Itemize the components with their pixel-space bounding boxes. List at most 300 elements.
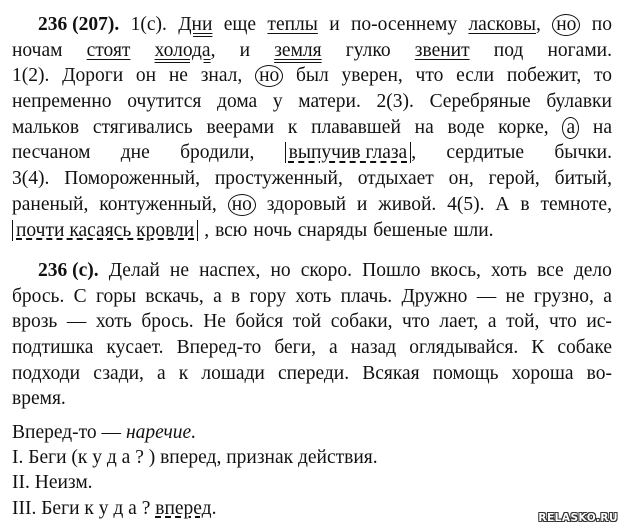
word — [12, 192, 88, 218]
word — [546, 89, 612, 115]
word-text: Дороги — [62, 65, 124, 87]
word-text: горы — [95, 285, 137, 307]
word — [488, 309, 497, 335]
text-line — [12, 192, 612, 218]
word — [288, 115, 297, 141]
word-text: стягивались — [92, 116, 193, 138]
word-text: бешеные — [373, 219, 448, 241]
word-analysis — [12, 420, 612, 521]
word — [270, 258, 290, 284]
word — [433, 361, 499, 387]
word — [141, 309, 193, 335]
word — [201, 63, 243, 89]
word-text: на — [414, 116, 434, 138]
word — [453, 218, 493, 244]
word — [12, 38, 62, 64]
word — [179, 361, 188, 387]
word — [96, 284, 136, 310]
word — [12, 386, 66, 412]
word — [201, 361, 265, 387]
word — [127, 89, 201, 115]
word-text: под — [493, 39, 524, 61]
word-text: мальков — [12, 116, 80, 138]
word — [494, 38, 524, 64]
analysis-line-1 — [12, 420, 612, 445]
word — [351, 12, 457, 38]
word-text: помощь — [432, 362, 499, 384]
word-text: подходи — [12, 362, 81, 384]
word-text: он — [135, 65, 157, 87]
word — [416, 63, 444, 89]
circled-conjunction — [228, 192, 256, 218]
word-text: отдыхает — [357, 168, 434, 190]
word-text: оглядывайся. — [409, 337, 519, 359]
comma: , — [411, 142, 417, 164]
word-text: бычки. — [554, 142, 612, 164]
word — [507, 63, 581, 89]
word-text: что — [415, 65, 444, 87]
word — [498, 115, 549, 141]
word — [177, 335, 262, 361]
word — [520, 192, 529, 218]
word — [592, 12, 612, 38]
circled-conjunction — [562, 115, 579, 141]
word-text: беги, — [274, 337, 316, 359]
text-line — [12, 361, 612, 387]
word — [157, 361, 166, 387]
exercise-number: 236 (207). — [38, 14, 120, 35]
word-text: гору — [249, 285, 287, 307]
word — [341, 284, 393, 310]
word-text: Серебряные — [429, 91, 531, 113]
word — [495, 192, 509, 218]
word-text: собаке — [557, 337, 612, 359]
word-text: врозь — [12, 311, 58, 333]
word — [311, 115, 401, 141]
word-text: хоть — [491, 260, 527, 281]
word-text: еще — [223, 14, 257, 35]
word-text: что — [402, 311, 430, 333]
word-text: хоть — [295, 285, 332, 307]
word — [537, 258, 564, 284]
word-text: битый, — [554, 168, 612, 190]
word — [431, 258, 481, 284]
word-text: веерами — [206, 116, 275, 138]
analysis-word: Вперед-то — — [12, 422, 126, 443]
word-text: С — [73, 285, 87, 307]
word — [215, 166, 343, 192]
subject-text: земля — [274, 39, 322, 61]
word — [491, 258, 527, 284]
word — [439, 309, 478, 335]
word-text: и — [239, 39, 251, 61]
word-text: назад — [350, 337, 397, 359]
circled-conjunction — [552, 12, 580, 38]
word-text: скоро. — [300, 260, 352, 281]
word — [273, 89, 283, 115]
word-text: наспех, — [199, 260, 261, 281]
word — [199, 258, 260, 284]
word — [12, 89, 112, 115]
word-text: не — [505, 285, 525, 307]
word-text: песчаном — [12, 142, 91, 164]
word — [512, 361, 574, 387]
word-text: бойся — [235, 311, 284, 333]
analysis-line-2: I. Беги (к у д а ? ) вперед, признак действия. — [12, 447, 378, 469]
word — [93, 115, 193, 141]
analysis-part-of-speech: наречие. — [125, 422, 197, 443]
word-text: то — [593, 65, 612, 87]
word — [62, 63, 123, 89]
exercise-number: 236 (с). — [38, 260, 99, 281]
word-text: и — [329, 14, 340, 35]
word — [506, 284, 525, 310]
word-text: той — [292, 311, 322, 333]
word — [534, 284, 594, 310]
word-text: очутится — [127, 91, 202, 113]
exercise-label — [38, 12, 119, 38]
text-line — [12, 166, 612, 192]
word — [603, 284, 612, 310]
subject-text: Дни — [178, 14, 213, 35]
analysis-line-4-suffix: . — [211, 497, 217, 519]
word-text: к — [287, 116, 298, 138]
word — [430, 89, 531, 115]
word-text: брось. — [141, 311, 194, 333]
word — [74, 284, 87, 310]
word — [362, 258, 420, 284]
word-text: Пошло — [362, 260, 421, 281]
word — [555, 166, 612, 192]
word — [548, 38, 613, 64]
word-text: а — [487, 311, 497, 333]
word-text: 3(4). — [12, 168, 50, 190]
word-text: у — [272, 91, 283, 113]
word-text: А — [495, 193, 510, 215]
exercise-236-c — [12, 258, 612, 412]
word — [378, 192, 436, 218]
word-text: брось. — [12, 285, 65, 307]
word-text: Делай — [108, 260, 160, 281]
word — [540, 192, 612, 218]
word — [217, 89, 257, 115]
word-text: здоровый — [266, 193, 347, 215]
phrase-text: почти касаясь кровли — [16, 219, 195, 241]
underlined-predicate — [468, 12, 540, 38]
word — [121, 140, 150, 166]
word — [109, 258, 160, 284]
exercise-236-207 — [12, 12, 612, 243]
word — [169, 63, 188, 89]
text-line — [12, 258, 612, 284]
predicate-text: стоят — [86, 39, 131, 61]
word-text: Дружно — [401, 285, 468, 307]
word — [587, 361, 612, 387]
word-text: лает, — [439, 311, 479, 333]
word — [329, 12, 339, 38]
word — [301, 258, 352, 284]
text-line — [12, 140, 612, 166]
word — [377, 89, 414, 115]
word-text: герой, — [488, 168, 540, 190]
word-text: раненый, — [12, 193, 89, 215]
word-text: булавки — [546, 91, 612, 113]
word-text: сзади, — [93, 362, 144, 384]
word-text: был — [296, 65, 329, 87]
word — [554, 140, 612, 166]
text-line — [12, 335, 612, 361]
word — [203, 309, 226, 335]
word-text: кусает. — [106, 337, 164, 359]
word-text: лошади — [201, 362, 265, 384]
word — [12, 361, 80, 387]
word — [449, 166, 474, 192]
word — [12, 284, 64, 310]
comma: , — [204, 219, 210, 241]
word-text: а — [157, 362, 166, 384]
word — [96, 309, 132, 335]
word-text: он, — [448, 168, 474, 190]
word-text: ис- — [586, 311, 612, 333]
participial-phrase — [285, 140, 416, 166]
word — [12, 309, 57, 335]
predicate-text: ласковы — [468, 14, 537, 35]
word — [357, 192, 367, 218]
word-text: Вперед-то — [176, 337, 262, 359]
comma: , — [536, 14, 541, 35]
text-line — [12, 12, 612, 38]
conjunction-circle: но — [552, 14, 580, 36]
underlined-predicate — [87, 38, 131, 64]
word — [489, 166, 540, 192]
word-text: спереди. — [277, 362, 350, 384]
word-text: всю — [215, 219, 248, 241]
word — [342, 63, 403, 89]
word — [106, 335, 163, 361]
word-text: сердитые — [446, 142, 525, 164]
analysis-line-4 — [12, 496, 612, 521]
analysis-line-3: II. Неизм. — [12, 472, 93, 494]
word-text: а — [603, 285, 612, 307]
word-text: корке, — [498, 116, 549, 138]
word — [295, 284, 331, 310]
underlined-predicate — [267, 12, 317, 38]
word — [93, 361, 144, 387]
word — [180, 140, 254, 166]
word — [12, 166, 49, 192]
word — [12, 140, 90, 166]
word-text: на — [592, 116, 612, 138]
word-text: ночь — [253, 219, 292, 241]
underlined-subject — [155, 38, 216, 64]
word — [329, 335, 338, 361]
word-text: дне — [120, 142, 150, 164]
word-text: Помороженный, — [64, 168, 200, 190]
text-line — [12, 309, 612, 335]
word — [235, 309, 283, 335]
word — [215, 218, 247, 244]
word — [456, 63, 494, 89]
word-text: ночам — [12, 39, 63, 61]
word-text: не — [168, 65, 188, 87]
word-text: вскачь, — [145, 285, 204, 307]
word — [447, 192, 484, 218]
word-text: простуженный, — [214, 168, 343, 190]
word — [298, 89, 361, 115]
word-text: темноте, — [540, 193, 612, 215]
word-text: воде — [447, 116, 485, 138]
word-text: 2(3). — [376, 91, 414, 113]
analysis-underlined-word: вперед — [155, 497, 212, 519]
conjunction-circle: а — [562, 117, 579, 139]
word — [12, 63, 49, 89]
word — [346, 38, 391, 64]
word-text: снаряды — [297, 219, 368, 241]
word-text: а — [213, 285, 222, 307]
word — [267, 192, 346, 218]
word-text: что — [548, 311, 577, 333]
text-line — [12, 115, 612, 141]
word-text: подтишка — [12, 337, 94, 359]
word — [402, 309, 430, 335]
word — [145, 284, 203, 310]
phrase-bracket — [12, 220, 198, 241]
word — [351, 335, 396, 361]
circled-conjunction — [255, 63, 283, 89]
text-line — [12, 63, 612, 89]
word-text: дома — [217, 91, 258, 113]
word-text: плачь. — [340, 285, 393, 307]
word-text: хоть — [95, 311, 132, 333]
word — [557, 335, 612, 361]
word — [99, 192, 217, 218]
word-text: а — [329, 337, 338, 359]
word-text: 4(5). — [447, 193, 485, 215]
predicate-text: звенит — [414, 39, 470, 61]
word-text: не — [169, 260, 189, 281]
word-text: Не — [203, 311, 226, 333]
word-text: если — [456, 65, 495, 87]
word-text: дело — [573, 260, 612, 281]
word — [136, 63, 156, 89]
word — [224, 12, 256, 38]
word-text: побежит, — [506, 65, 582, 87]
word — [409, 335, 518, 361]
word-text: — — [476, 285, 497, 307]
phrase-text: выпучив глаза — [288, 142, 408, 164]
word-text: по-осеннему — [351, 14, 458, 35]
word — [213, 284, 222, 310]
phrase-bracket — [285, 142, 412, 163]
word — [64, 166, 200, 192]
word-text: хороша — [511, 362, 574, 384]
word-text: шли. — [453, 219, 494, 241]
word — [274, 335, 316, 361]
comma: , — [210, 39, 216, 61]
word — [448, 115, 485, 141]
word — [253, 218, 291, 244]
word-text: но — [270, 260, 291, 281]
word — [250, 284, 287, 310]
word — [131, 12, 167, 38]
word-text: непременно — [12, 91, 112, 113]
word-text: грузно, — [533, 285, 594, 307]
word-text: ногами. — [547, 39, 612, 61]
underlined-subject — [274, 38, 321, 64]
word — [12, 115, 79, 141]
word — [207, 115, 275, 141]
word-text: гулко — [345, 39, 391, 61]
predicate-text: теплы — [267, 14, 318, 35]
conjunction-circle: но — [255, 65, 283, 87]
word-text: уверен, — [341, 65, 403, 87]
text-line — [12, 218, 612, 244]
underlined-subject — [178, 12, 212, 38]
conjunction-circle: но — [228, 194, 256, 216]
word — [593, 115, 612, 141]
word-text: 1(2). — [12, 65, 50, 87]
word — [477, 284, 497, 310]
word — [506, 309, 539, 335]
subject-text: холода — [154, 39, 211, 61]
word-text: во- — [586, 362, 612, 384]
word — [240, 38, 250, 64]
word — [67, 309, 87, 335]
word — [231, 284, 240, 310]
word — [293, 309, 321, 335]
word — [331, 309, 393, 335]
word — [362, 361, 419, 387]
word — [594, 63, 612, 89]
word — [401, 284, 467, 310]
word — [446, 140, 524, 166]
word-text: к — [178, 362, 189, 384]
word — [574, 258, 612, 284]
analysis-line-4-prefix: III. Беги к у д а ? — [12, 497, 156, 519]
exercise-label — [38, 258, 99, 284]
word-text: живой. — [378, 193, 437, 215]
word-text: бродили, — [180, 142, 255, 164]
word-text: К — [531, 337, 545, 359]
word — [12, 335, 93, 361]
text-line — [12, 89, 612, 115]
word-text: в — [231, 285, 241, 307]
word — [373, 218, 447, 244]
word-text: 1(с). — [130, 14, 167, 35]
word-text: и — [356, 193, 368, 215]
word — [170, 258, 189, 284]
word-text: по — [591, 14, 612, 35]
word — [415, 115, 434, 141]
word-text: Всякая — [362, 362, 420, 384]
word-text: вкось, — [430, 260, 481, 281]
text-line — [12, 284, 612, 310]
word — [586, 309, 612, 335]
word-text: время. — [12, 388, 66, 410]
word — [549, 309, 577, 335]
word-text: той, — [506, 311, 540, 333]
text-line — [12, 386, 612, 412]
word — [296, 63, 329, 89]
word-text: все — [537, 260, 564, 281]
word-text: собаки, — [330, 311, 393, 333]
word-text: знал, — [200, 65, 243, 87]
watermark: RELASKO.RU — [538, 512, 618, 524]
underlined-predicate — [415, 38, 470, 64]
word-text: матери. — [298, 91, 361, 113]
participial-phrase — [12, 218, 209, 244]
word-text: в — [520, 193, 530, 215]
